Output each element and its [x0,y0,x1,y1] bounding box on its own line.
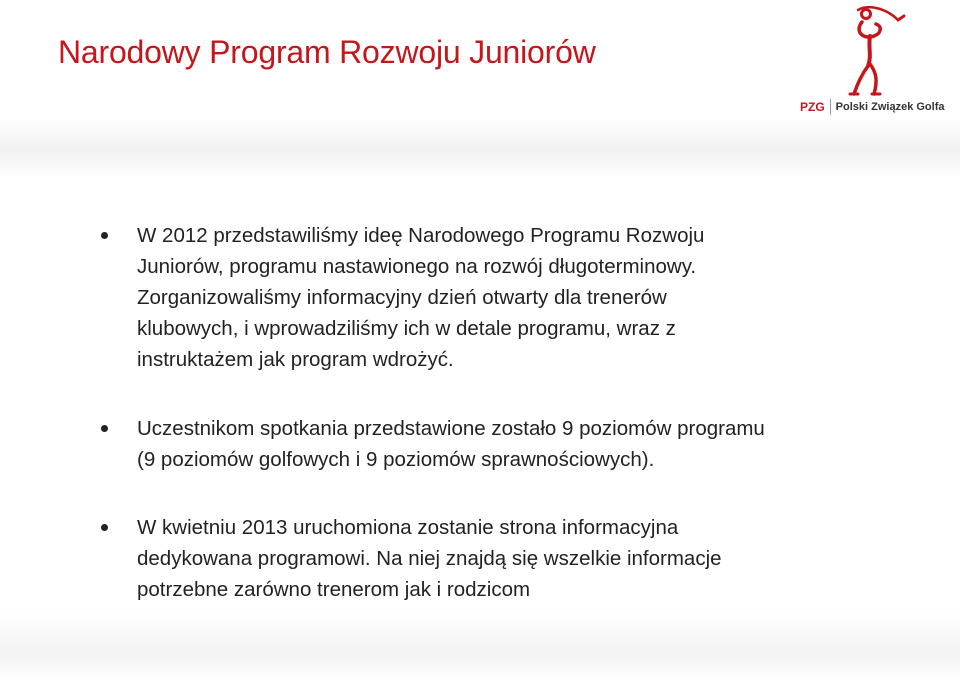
slide-title: Narodowy Program Rozwoju Juniorów [58,34,596,70]
logo-organization-name: Polski Związek Golfa [835,100,945,113]
bullet-line: dedykowana programowi. Na niej znajdą się wszelkie informacje [137,547,722,570]
bullet-line: instruktażem jak program wdrożyć. [137,348,454,371]
logo-abbreviation: PZG [800,99,825,114]
bullet-line: W kwietniu 2013 uruchomiona zostanie strona informacyjna [137,516,679,539]
bullet-line: (9 poziomów golfowych i 9 poziomów sprawnościowych). [137,448,655,471]
bullet-list [100,220,900,643]
header-divider-shade [0,118,960,178]
bullet-line: Zorganizowaliśmy informacyjny dzień otwarty dla trenerów [137,286,667,309]
golfer-icon [828,2,912,100]
bullet-item [100,413,900,475]
bullet-line: W 2012 przedstawiliśmy ideę Narodowego Programu Rozwoju [137,224,705,247]
bullet-icon [101,524,108,531]
logo-separator [830,99,831,115]
bullet-item [100,220,900,375]
logo-wordmark [800,98,945,120]
bullet-icon [101,425,108,432]
bullet-line: Uczestnikom spotkania przedstawione zostało 9 poziomów programu [137,417,765,440]
bullet-line: Juniorów, programu nastawionego na rozwój długoterminowy. [137,255,697,278]
bullet-item [100,512,900,605]
bullet-icon [101,232,108,239]
pzg-logo [792,2,945,122]
bullet-line: potrzebne zarówno trenerom jak i rodzicom [137,578,531,601]
bullet-line: klubowych, i wprowadziliśmy ich w detale programu, wraz z [137,317,676,340]
